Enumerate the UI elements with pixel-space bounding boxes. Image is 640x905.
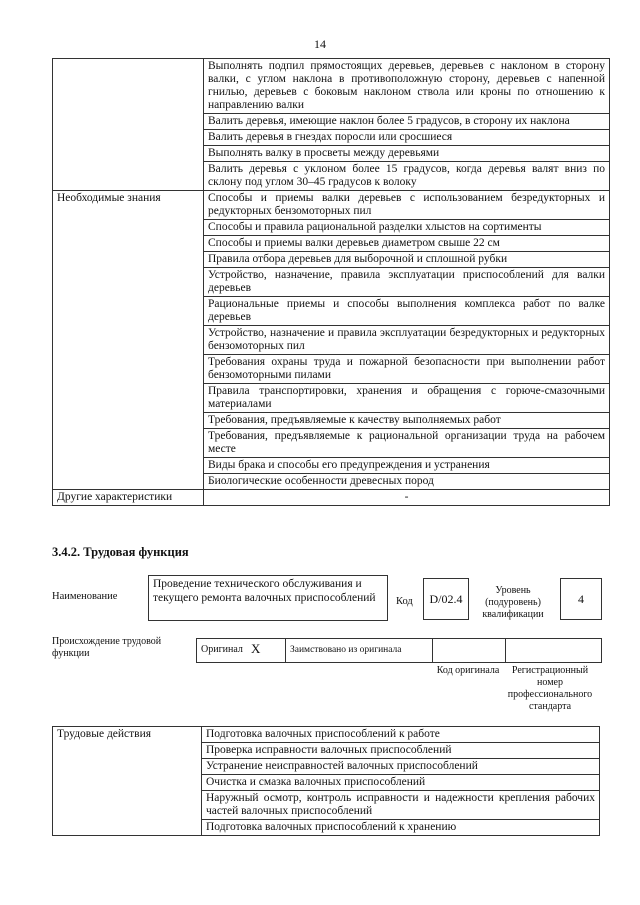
code-original-caption: Код оригинала [436,665,500,676]
labor-actions-cell [53,59,204,191]
table-cell: Подготовка валочных приспособлений к работе [202,727,600,743]
actions-label: Трудовые действия [53,727,202,836]
table-cell: Устройство, назначение, правила эксплуатации приспособлений для валки деревьев [204,268,610,297]
knowledge-table [52,58,610,506]
borrowed-label: Заимствовано из оригинала [290,645,402,655]
level-box [560,578,602,620]
page-number: 14 [314,37,326,51]
level-label: Уровень (подуровень) квалификации [482,585,544,620]
table-cell: Валить деревья с уклоном более 15 градусов, когда деревья валят вниз по склону под углом 30–45 градусов к волоку [204,162,610,191]
other-value: - [204,490,610,506]
table-cell: Способы и правила рациональной разделки хлыстов на сортименты [204,220,610,236]
table-cell: Способы и приемы валки деревьев диаметром свыше 22 см [204,236,610,252]
name-value: Проведение технического обслуживания и текущего ремонта валочных приспособлений [153,578,376,604]
table-cell: Требования, предъявляемые к рациональной организации труда на рабочем месте [204,429,610,458]
name-box [148,575,388,621]
table-cell: Устранение неисправностей валочных приспособлений [202,759,600,775]
code-value: D/02.4 [429,592,463,606]
borrowed-cell [286,639,433,662]
table-cell: Виды брака и способы его предупреждения и устранения [204,458,610,474]
table-cell: Правила отбора деревьев для выборочной и сплошной рубки [204,252,610,268]
table-cell: Правила транспортировки, хранения и обращения с горюче-смазочными материалами [204,384,610,413]
code-original-cell [433,639,506,662]
reg-number-caption: Регистрационный номер профессионального стандарта [507,665,593,712]
table-cell: Устройство, назначение и правила эксплуатации безредукторных и редукторных бензомоторных пил [204,326,610,355]
original-cell [197,639,286,662]
table-cell: Наружный осмотр, контроль исправности и надежности крепления рабочих частей валочных приспособлений [202,791,600,820]
other-label: Другие характеристики [53,490,204,506]
original-mark: Х [251,641,261,656]
table-cell: Способы и приемы валки деревьев с использованием безредукторных и редукторных бензомоторных пил [204,191,610,220]
table-cell: Валить деревья, имеющие наклон более 5 градусов, в сторону их наклона [204,114,610,130]
table-cell: Рациональные приемы и способы выполнения комплекса работ по валке деревьев [204,297,610,326]
section-title: 3.4.2. Трудовая функция [52,545,189,559]
table-cell: Очистка и смазка валочных приспособлений [202,775,600,791]
table-cell: Требования охраны труда и пожарной безопасности при выполнении работ бензомоторными пилами [204,355,610,384]
labor-actions-table [52,726,600,836]
name-label: Наименование [52,591,118,602]
level-value: 4 [578,592,584,606]
table-cell: Биологические особенности древесных пород [204,474,610,490]
table-cell: Валить деревья в гнездах поросли или сросшиеся [204,130,610,146]
knowledge-label: Необходимые знания [53,191,204,490]
table-cell: Выполнять подпил прямостоящих деревьев, деревьев с наклоном в сторону валки, с углом наклона в противоположную сторону, деревьев с напенной гнилью, деревьев с боковым наклоном ствола или кроны по отношению к направлению валки [204,59,610,114]
table-cell: Выполнять валку в просветы между деревьями [204,146,610,162]
code-box [423,578,469,620]
origin-box [196,638,602,663]
origin-label: Происхождение трудовой функции [52,636,162,659]
table-cell: Проверка исправности валочных приспособлений [202,743,600,759]
code-label: Код [396,596,413,607]
table-cell: Подготовка валочных приспособлений к хранению [202,820,600,836]
original-label: Оригинал [201,644,243,655]
table-cell: Требования, предъявляемые к качеству выполняемых работ [204,413,610,429]
